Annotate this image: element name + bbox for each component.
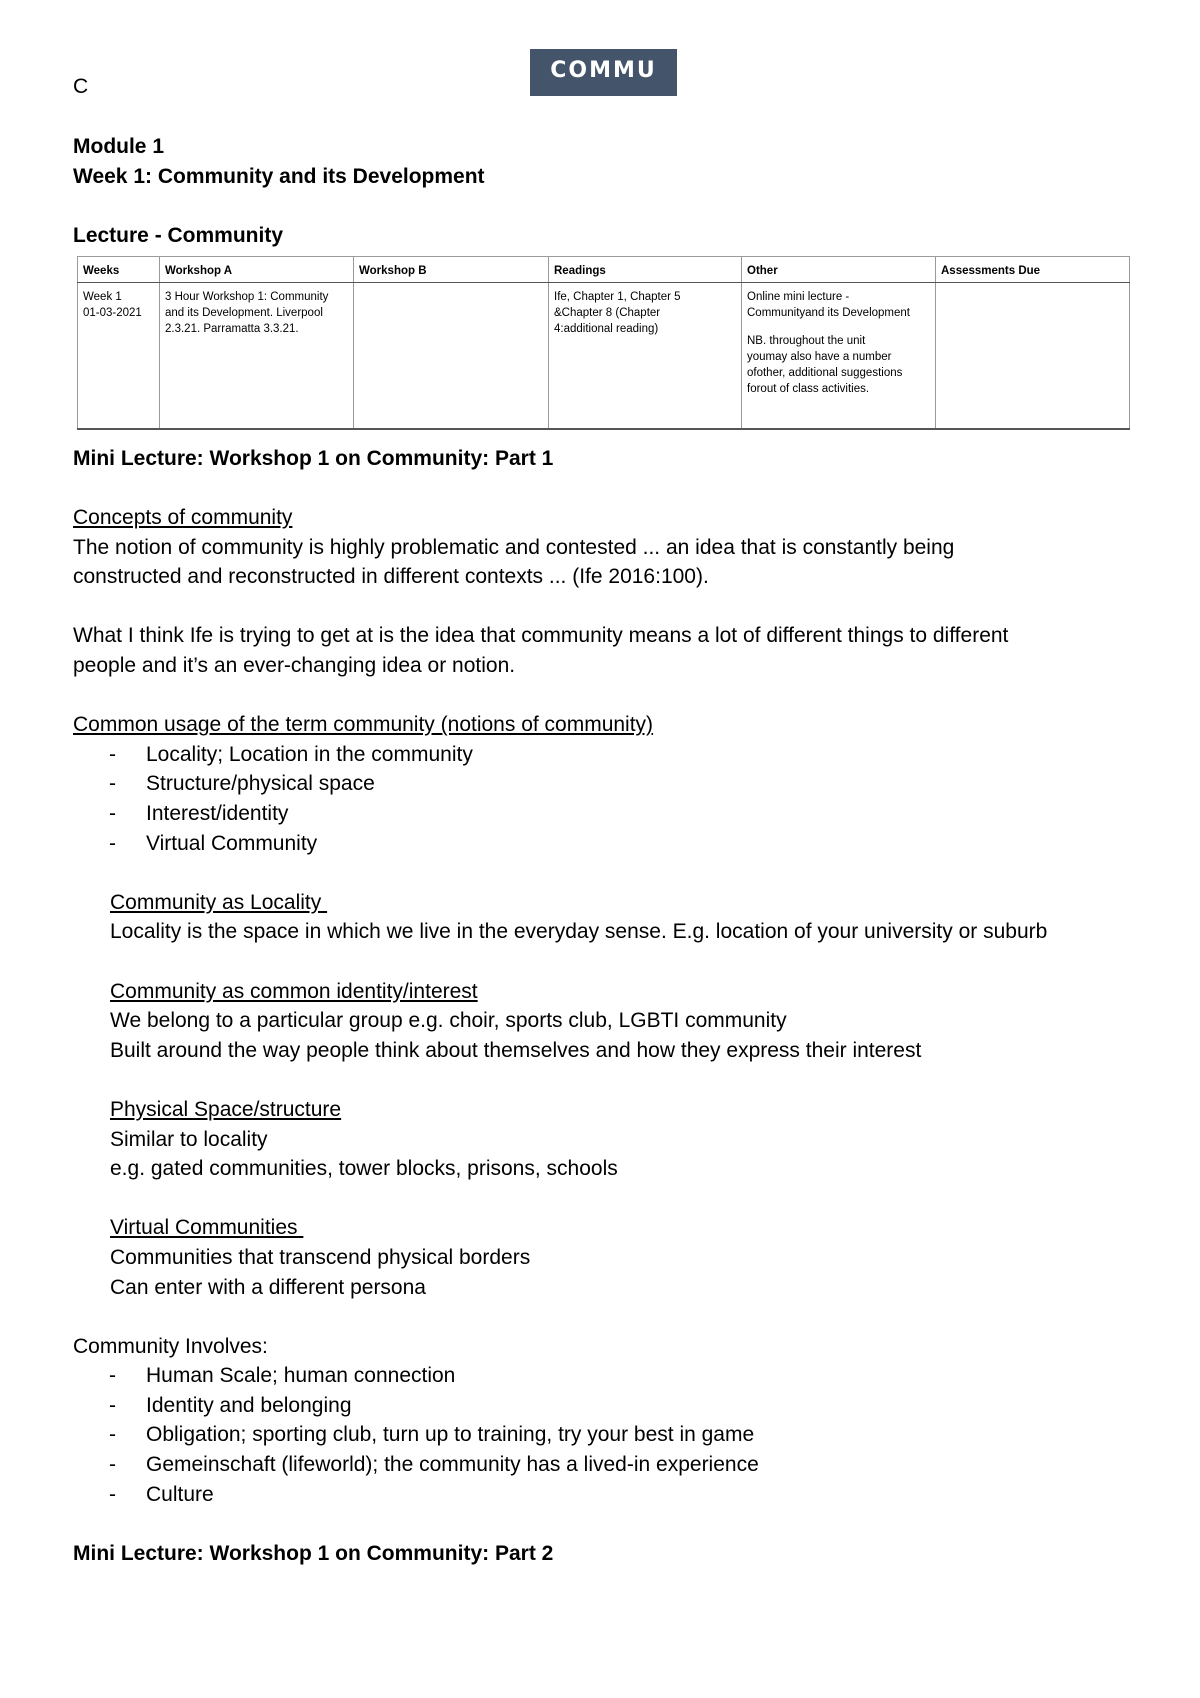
module-title: Module 1 (73, 135, 165, 158)
list-item: - Interest/identity (109, 802, 289, 825)
concepts-heading: Concepts of community (73, 506, 293, 530)
concepts-quote-line: constructed and reconstructed in different contexts ... (Ife 2016:100). (73, 565, 709, 589)
common-usage-heading: Common usage of the term community (notions of community) (73, 713, 654, 737)
cell-workshop-a (160, 283, 354, 429)
cell-readings (549, 283, 742, 429)
concepts-explanation-line: people and it’s an ever-changing idea or notion. (73, 654, 516, 678)
cell-workshop-b (354, 283, 549, 429)
physical-line: e.g. gated communities, tower blocks, prisons, schools (110, 1157, 618, 1181)
involves-list (73, 1361, 1133, 1509)
schedule-header-row (78, 257, 1130, 283)
involves-heading: Community Involves: (73, 1334, 268, 1358)
header-weeks: Weeks (78, 257, 160, 283)
header-workshop-b: Workshop B (354, 257, 549, 283)
physical-line: Similar to locality (110, 1127, 268, 1151)
list-item: - Structure/physical space (109, 772, 375, 796)
other-note-line: NB. throughout the unit (747, 335, 866, 348)
document-body (73, 132, 1133, 1568)
list-item: - Culture (109, 1482, 214, 1506)
list-item: - Human Scale; human connection (109, 1364, 456, 1388)
header-banner: COMMU NITY (530, 49, 677, 96)
workshop-a-line: and its Development. Liverpool (165, 307, 323, 320)
cell-other (742, 283, 936, 429)
other-lecture-line: Communityand its Development (747, 307, 910, 320)
list-item: - Obligation; sporting club, turn up to training, try your best in game (109, 1423, 755, 1447)
other-note-line: ofother, additional suggestions (747, 367, 903, 380)
virtual-line: Can enter with a different persona (110, 1275, 426, 1299)
header-readings: Readings (549, 257, 742, 283)
part2-heading: Mini Lecture: Workshop 1 on Community: Part 2 (73, 1541, 554, 1565)
other-note-line: youmay also have a number (747, 351, 892, 364)
other-lecture-line: Online mini lecture - (747, 291, 850, 304)
readings-line: Ife, Chapter 1, Chapter 5 (554, 291, 681, 304)
week-title: Week 1: Community and its Development (73, 164, 485, 188)
readings-line: &Chapter 8 (Chapter (554, 307, 661, 320)
readings-line: 4:additional reading) (554, 323, 659, 336)
concepts-explanation-line: What I think Ife is trying to get at is the idea that community means a lot of different things to different (73, 624, 1009, 648)
header-workshop-a: Workshop A (160, 257, 354, 283)
lecture-title: Lecture - Community (73, 223, 284, 247)
part1-heading: Mini Lecture: Workshop 1 on Community: Part 1 (73, 446, 554, 470)
schedule-table (77, 256, 1130, 430)
locality-text: Locality is the space in which we live in the everyday sense. E.g. location of your university or suburb (110, 920, 1048, 944)
virtual-line: Communities that transcend physical borders (110, 1245, 531, 1269)
identity-line: We belong to a particular group e.g. choir, sports club, LGBTI community (110, 1009, 787, 1033)
cell-assessments-due (936, 283, 1130, 429)
cell-weeks (78, 283, 160, 429)
identity-heading: Community as common identity/interest (110, 979, 478, 1003)
table-row (78, 283, 1130, 429)
other-note-line: forout of class activities. (747, 383, 870, 396)
list-item: - Identity and belonging (109, 1393, 352, 1417)
workshop-a-line: 3 Hour Workshop 1: Community (165, 291, 329, 304)
common-usage-list (73, 740, 1133, 858)
list-item: - Locality; Location in the community (109, 742, 473, 766)
locality-heading: Community as Locality (110, 890, 328, 914)
page-letter: C (73, 75, 89, 98)
concepts-quote-line: The notion of community is highly problematic and contested ... an idea that is constantly being (73, 535, 955, 559)
virtual-heading: Virtual Communities (110, 1216, 304, 1240)
list-item: - Virtual Community (109, 831, 318, 855)
physical-heading: Physical Space/structure (110, 1097, 342, 1121)
header-assessments-due: Assessments Due (936, 257, 1130, 283)
header-other: Other (742, 257, 936, 283)
workshop-a-line: 2.3.21. Parramatta 3.3.21. (165, 323, 299, 336)
identity-line: Built around the way people think about themselves and how they express their interest (110, 1038, 922, 1062)
week-label: Week 1 (83, 291, 122, 304)
list-item: - Gemeinschaft (lifeworld); the community has a lived-in experience (109, 1453, 759, 1477)
week-date: 01-03-2021 (83, 307, 142, 320)
